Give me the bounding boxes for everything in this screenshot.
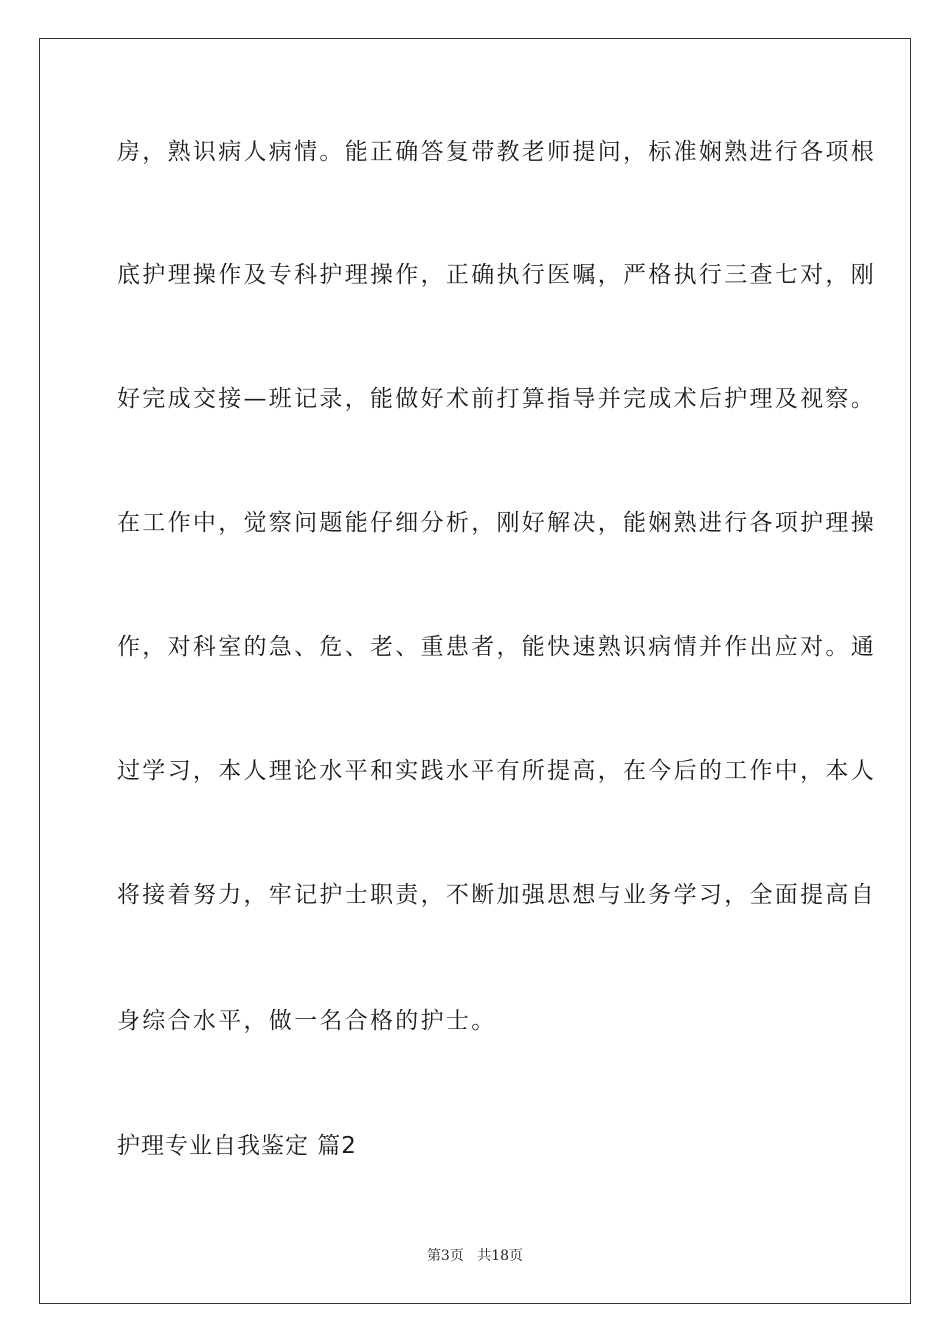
paragraph-line-8: 身综合水平，做一名合格的护士。 [117, 1008, 497, 1034]
section-heading: 护理专业自我鉴定 篇2 [117, 1133, 357, 1159]
page-frame [39, 38, 911, 1304]
page-total: 共18页 [477, 1248, 524, 1264]
paragraph-line-2: 底护理操作及专科护理操作，正确执行医嘱，严格执行三查七对，刚 [117, 262, 876, 288]
paragraph-line-1: 房，熟识病人病情。能正确答复带教老师提问，标准娴熟进行各项根 [117, 139, 876, 165]
page-footer [0, 1246, 950, 1266]
paragraph-line-6: 过学习，本人理论水平和实践水平有所提高，在今后的工作中，本人 [117, 758, 876, 784]
paragraph-line-3: 好完成交接—班记录，能做好术前打算指导并完成术后护理及视察。 [117, 386, 876, 412]
paragraph-line-5: 作，对科室的急、危、老、重患者，能快速熟识病情并作出应对。通 [117, 634, 876, 660]
paragraph-line-7: 将接着努力，牢记护士职责，不断加强思想与业务学习，全面提高自 [117, 882, 876, 908]
page-number: 第3页 [426, 1248, 464, 1264]
paragraph-line-4: 在工作中，觉察问题能仔细分析，刚好解决，能娴熟进行各项护理操 [117, 510, 876, 536]
